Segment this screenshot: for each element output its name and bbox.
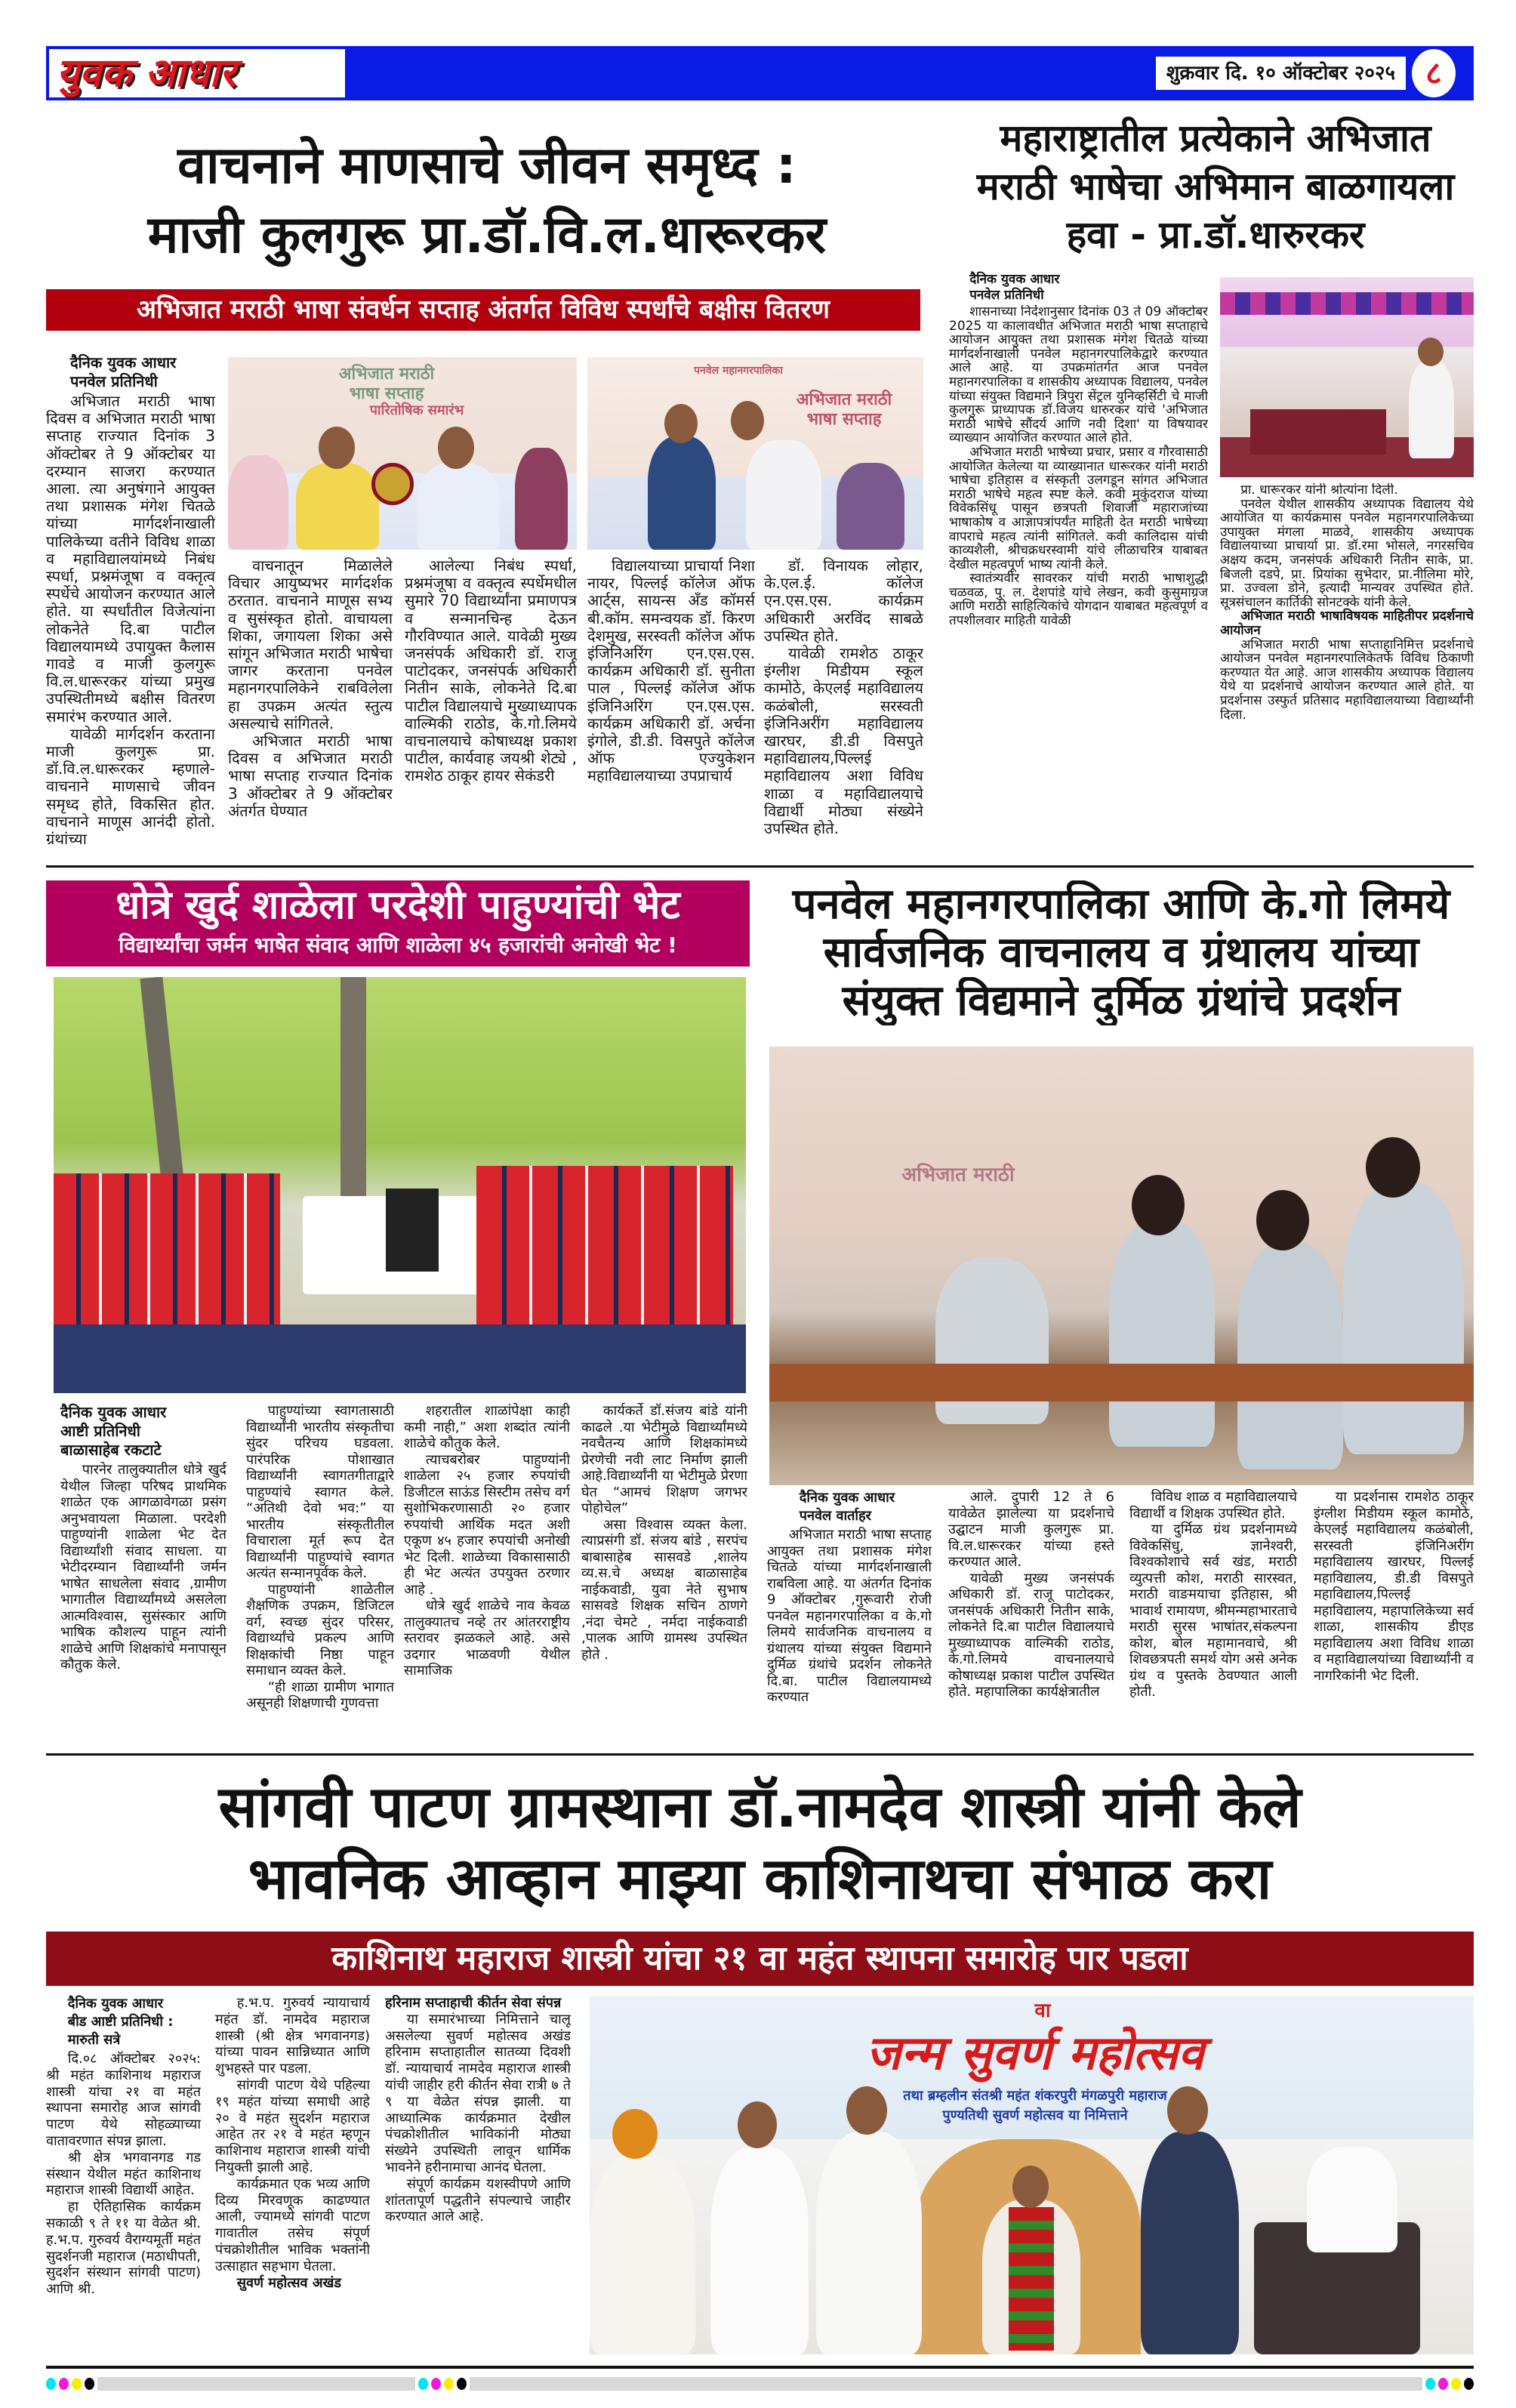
paragraph: या दुर्मिळ ग्रंथ प्रदर्शनामध्ये विवेकसिंधु, ज्ञानेश्वरी, विश्वकोशाचे सर्व खंड, मराठी व्युत्पत्ती कोश, मराठी सारस्वत, मराठी वाङमयाचा इतिहास, श्री भावार्थ रामायण, श्रीमन्महाभारताचे मराठी सुरस भाषांतर,संकल्पना कोश, बोल महामानवाचे, श्री शिवछत्रपती समर्थ योग असे अनेक ग्रंथ व पुस्तके ठेवण्यात आली होती. (1129, 1522, 1297, 1700)
byline-reporter: पनवेल प्रतिनिधी (969, 288, 1044, 303)
school-visit-photo (54, 977, 746, 1393)
byline-author: बाळासाहेब रकटाटे (60, 1441, 162, 1459)
byline-author: मारुती सत्रे (67, 2032, 121, 2048)
paragraph: शासनाच्या निर्देशानुसार दिनांक 03 ते 09 ऑक्टोबर 2025 या कालावधीत अभिजात मराठी भाषा सप्ताहाचे आयोजन आयुक्त तथा प्रशासक मंगेश चितळे यांच्या मार्गदर्शनाखाली पनवेल महानगरपालिकेद्वारे करण्यात आले आहे. या उपक्रमांतर्गत आज पनवेल महानगरपालिका व शासकीय अध्यापक विद्यालय, पनवेल यांच्या संयुक्त विद्यमाने त्रिपुरा सेंट्रल युनिव्हर्सिटी चे माजी कुलगुरू प्राध्यापक डॉ.विजय धारुरकर यांचे 'अभिजात मराठी भाषेचे सौंदर्य आणि नवी दिशा' या विषयावर व्याख्यान आयोजित करण्यात आले होते. (949, 305, 1208, 446)
article3-column-4 (581, 1403, 747, 1735)
photo-banner-text: भाषा सप्ताह (349, 384, 424, 403)
subheading: सुवर्ण महोत्सव अखंड (236, 2274, 341, 2291)
article1-banner: अभिजात मराठी भाषा संवर्धन सप्ताह अंतर्गत विविध स्पर्धांचे बक्षीस वितरण (46, 289, 920, 331)
paragraph: अभिजात मराठी भाषा सप्ताहानिमित्त प्रदर्शनाचे आयोजन पनवेल महानगरपालिकेतर्फे विविध ठिकाणी करण्यात येत आहे. आज शासकीय अध्यापक विद्यालय येथे या प्रदर्शनाचे आयोजन करण्यात आले होते. या प्रदर्शनास उस्फुर्त प्रतिसाद महाविद्यालयाच्या विद्यार्थ्यांनी दिला. (1220, 637, 1474, 723)
photo-banner-text: अभिजात मराठी (796, 390, 892, 409)
article4-column-1 (767, 1527, 932, 1735)
paragraph: या प्रदर्शनास रामशेठ ठाकूर इंग्लीश मिडीयम स्कूल कामोठे, केएलई महाविद्यालय कळंबोली, सरस्वती इंजिनिअरींग महाविद्यालय खारघर, पिल्लई महाविद्यालय, डी.डी विसपुते महाविद्यालय,पिल्लई महाविद्यालय, महापालिकेच्या सर्व शाळा, शासकीय डीएड महाविद्यालय अशा विविध शाळा व महाविद्यालयांच्या विद्यार्थ्यांनी व नागरिकांनी भेट दिली. (1314, 1489, 1474, 1684)
article5-column-2 (215, 1995, 370, 2357)
article1-column-5 (764, 557, 923, 859)
paragraph: पनवेल येथील शासकीय अध्यापक विद्यालय येथे आयोजित या कार्यक्रमास पनवेल महानगरपालिकेच्या उपायुक्त मंगला माळवे, शासकीय अध्यापक विद्यालयाच्या प्राचार्या प्रा. डॉ.रमा भोसले, नगरसचिव अक्षय कदम, जनसंपर्क अधिकारी नितीन साके, प्रा. बिजली दडपे, प्रा. प्रियांका सुभेदार, प्रा.नीलिमा मोरे, प्रा. उज्वला डोने, इत्यादी मान्यवर उपस्थित होते. सूत्रसंचालन कार्तिकी सोनटक्के यांनी केले. (1220, 496, 1474, 610)
article3-column-3 (404, 1403, 570, 1735)
paragraph: डॉ. विनायक लोहार, के.एल.ई. कॉलेज एन.एस.एस. कार्यक्रम अधिकारी अरविंद साबळे उपस्थित होते. (764, 557, 923, 645)
photo-banner-text: पारितोषिक समारंभ (369, 402, 464, 418)
byline-reporter: आष्टी प्रतिनिधी (60, 1422, 140, 1440)
article2-column-2 (1220, 483, 1474, 861)
article2-column-1 (949, 305, 1208, 860)
article4-column-2 (948, 1489, 1114, 1735)
paragraph: अभिजात मराठी भाषा सप्ताह आयुक्त तथा प्रशासक मंगेश चितळे यांच्या मार्गदर्शनाखाली राबविला आहे. या अंतर्गत दिनांक 9 ऑक्टोबर ,गुरूवारी रोजी पनवेल महानगरपालिका व के.गो लिमये सार्वजनिक वाचनालय व ग्रंथालय यांच्या संयुक्त विद्यमाने दुर्मिळ ग्रंथांचे प्रदर्शन लोकनेते दि.बा. पाटील विद्यालयामध्ये करण्यात (767, 1527, 932, 1705)
byline-paper: दैनिक युवक आधार (67, 1996, 164, 2012)
photo-banner-text: अभिजात मराठी (338, 365, 435, 384)
byline-reporter: पनवेल प्रतिनिधी (70, 372, 158, 390)
article2-headline-line2: मराठी भाषेचा अभिमान बाळगायला (976, 165, 1455, 208)
mahant-ceremony-photo (590, 1996, 1474, 2354)
prize-distribution-photo (587, 357, 923, 550)
paragraph: शहरातील शाळांपेक्षा काही कमी नाही,” अशा शब्दांत त्यांनी शाळेचे कौतुक केले. (404, 1403, 570, 1451)
byline-reporter: बीड आष्टी प्रतिनिधी : (67, 2014, 174, 2030)
paragraph: कार्यक्रमात एक भव्य आणि दिव्य मिरवणूक काढण्यात आली, ज्यामध्ये सांगवी पाटण गावातील तसेच संपूर्ण पंचक्रोशीतील भाविक भक्तांनी उत्साहात सहभाग घेतला. (215, 2175, 370, 2274)
photo-banner-text: पुण्यतिथी सुवर्ण महोत्सव या निमित्ताने (942, 2107, 1128, 2123)
byline-reporter: पनवेल वार्ताहर (799, 1508, 872, 1524)
article5-banner: काशिनाथ महाराज शास्त्री यांचा २१ वा महंत स्थापना समारोह पार पडला (46, 1932, 1474, 1986)
article1-headline-line1: वाचनाने माणसाचे जीवन समृध्द : (177, 136, 797, 196)
paragraph: पाहुण्यांच्या स्वागतासाठी विद्यार्थ्यांनी भारतीय संस्कृतीचा सुंदर परिचय घडवला. पारंपरिक पोशाखात विद्यार्थ्यांनी स्वागतगीताद्वारे पाहुण्यांचे स्वागत केले. “अतिथी देवो भव:” या भारतीय संस्कृतीतील विचाराला मूर्त रूप देत विद्यार्थ्यांनी पाहुण्यांचे स्वागत अत्यंत सन्मानपूर्वक केले. (246, 1403, 394, 1581)
article3-headline: धोत्रे खुर्द शाळेला परदेशी पाहुण्यांची भेट (116, 883, 680, 928)
subheading: अभिजात मराठी भाषाविषयक माहितीपर प्रदर्शनाचे आयोजन (1220, 609, 1474, 638)
registration-marks (46, 2377, 1474, 2391)
lecture-photo (1220, 277, 1474, 477)
page-bottom-rule (46, 2366, 1474, 2369)
article5-column-1 (46, 2051, 201, 2357)
article1-column-2 (228, 557, 393, 859)
article2-headline-line1: महाराष्ट्रातील प्रत्येकाने अभिजात (1000, 116, 1431, 160)
article1-column-3 (405, 557, 577, 859)
byline-paper: दैनिक युवक आधार (799, 1490, 895, 1506)
paragraph: पाहुण्यांनी शाळेतील शैक्षणिक उपक्रम, डिजिटल वर्ग, स्वच्छ सुंदर परिसर, विद्यार्थ्यांचे प्रकल्प आणि शिक्षकांची निष्ठा पाहून समाधान व्यक्त केले. (246, 1581, 394, 1679)
paragraph: या समारंभाच्या निमित्ताने चालू असलेल्या सुवर्ण महोत्सव अखंड हरिनाम सप्ताहातील सातव्या दिवशी डॉ. न्यायाचार्य नामदेव महाराज शास्त्री यांची जाहीर हरी कीर्तन सेवा रात्री ७ ते ९ या वेळेत संपन्न झाली. या आध्यात्मिक कार्यक्रमात देखील पंचक्रोशीतील भाविकांनी मोठ्या संख्येने उपस्थिती लावून धार्मिक भावनेने हरीनामाचा आनंद घेतला. (385, 2011, 571, 2175)
article1-column-1 (46, 393, 215, 861)
article5-column-3 (385, 1995, 571, 2357)
issue-date: शुक्रवार दि. १० ऑक्टोबर २०२५ (1156, 57, 1406, 90)
article3-column-2 (246, 1403, 394, 1735)
article3-subheadline: विद्यार्थ्यांचा जर्मन भाषेत संवाद आणि शाळेला ४५ हजारांची अनोखी भेट ! (119, 933, 677, 957)
section-divider (46, 865, 1474, 868)
rare-books-exhibition-photo (769, 1047, 1474, 1485)
paragraph: अभिजात मराठी भाषा दिवस व अभिजात मराठी भाषा सप्ताह राज्यात दिनांक 3 ऑक्टोबर ते 9 ऑक्टोबर या दरम्यान साजरा करण्यात आला. त्या अनुषंगाने आयुक्त तथा प्रशासक मंगेश चितळे यांच्या मार्गदर्शनाखाली पालिकेच्या वतीने विविध शाळा व महाविद्यालयांमध्ये निबंध स्पर्धा, प्रश्नमंजूषा व वक्तृत्व स्पर्धेचे आयोजन करण्यात आले होते. या स्पर्धांतील विजेत्यांना लोकनेते दि.बा पाटील विद्यालयामध्ये उपायुक्त कैलास गावडे व माजी कुलगुरू वि.ल.धारूरकर यांच्या प्रमुख उपस्थितीमध्ये बक्षीस वितरण समारंभ करण्यात आले. (46, 393, 215, 726)
photo-banner-text: तथा ब्रम्हलीन संतश्री महंत शंकरपुरी मंगळपुरी महाराज (903, 2088, 1167, 2104)
byline-paper: दैनिक युवक आधार (60, 1403, 167, 1421)
paragraph: वाचनातून मिळालेले विचार आयुष्यभर मार्गदर्शक ठरतात. वाचनाने माणूस सभ्य व सुसंस्कृत होतो. वाचायला शिका, जगायला शिका असे सांगून अभिजात मराठी भाषेचा जागर करताना पनवेल महानगरपालिकेने राबविलेला हा उपक्रम अत्यंत स्तुत्य असल्याचे सांगितले. (228, 557, 393, 732)
paragraph: विद्यालयाच्या प्राचार्या निशा नायर, पिल्लई कॉलेज ऑफ आर्ट्स, सायन्स अँड कॉमर्स बी.कॉम. समन्वयक डॉ. किरण देशमुख, सरस्वती कॉलेज ऑफ इंजिनिअरिंग एन.एस.एस. कार्यक्रम अधिकारी डॉ. सुनीता पाल , पिल्लई कॉलेज ऑफ इंजिनिअरिंग एन.एस.एस. कार्यक्रम अधिकारी डॉ. अर्चना इंगोले, डी.डी. विसपुते कॉलेज ऑफ एज्युकेशन महाविद्यालयाच्या उपप्राचार्य (587, 557, 755, 785)
article3-banner (46, 880, 750, 967)
article4-column-3 (1129, 1489, 1297, 1735)
award-ceremony-photo (228, 357, 577, 550)
article1-column-4 (587, 557, 755, 859)
paragraph: कार्यकर्ते डॉ.संजय बांडे यांनी काढले .या भेटीमुळे विद्यार्थ्यांमध्ये नवचैतन्य आणि शिक्षकांमध्ये प्रेरणेची नवी लाट निर्माण झाली आहे.विद्यार्थ्यांनी या भेटीमुळे प्रेरणा घेत “आमचं शिक्षण जगभर पोहोचेल” (581, 1403, 747, 1516)
article5-headline-line1: सांगवी पाटण ग्रामस्थाना डॉ.नामदेव शास्त्री यांनी केले (218, 1773, 1302, 1840)
page-number: ८ (1412, 49, 1456, 97)
article4-headline-line2: सार्वजनिक वाचनालय व ग्रंथालय यांच्या (823, 929, 1419, 977)
article5-headline-line2: भावनिक आव्हान माझ्या काशिनाथचा संभाळ करा (248, 1845, 1272, 1912)
photo-banner-text: वा (1034, 1999, 1051, 2022)
paragraph: विविध शाळ व महाविद्यालयाचे विद्यार्थी व शिक्षक उपस्थित होते. (1129, 1489, 1297, 1522)
paragraph: त्याचबरोबर पाहुण्यांनी शाळेला २५ हजार रुपयांची डिजीटल साऊंड सिस्टीम तसेच वर्ग सुशोभिकरणासाठी २० हजार रुपयांची आर्थिक मदत अशी एकूण ४५ हजार रुपयांची अनोखी भेट दिली. शाळेच्या विकासासाठी ही भेट अत्यंत उपयुक्त ठरणार आहे . (404, 1451, 570, 1598)
paragraph: यावेळी मार्गदर्शन करताना माजी कुलगुरू प्रा. डॉ.वि.ल.धारूरकर म्हणाले- वाचनाने माणसाचे जीवन समृध्द होते, विकसित होत. वाचनाने माणूस आनंदी होतो. ग्रंथांच्या (46, 724, 215, 849)
paragraph: यावेळी रामशेठ ठाकूर इंग्लीश मिडीयम स्कूल कामोठे, केएलई महाविद्यालय कळंबोली, सरस्वती इंजिनिअरींग महाविद्यालय खारघर, डी.डी विसपुते महाविद्यालय,पिल्लई महाविद्यालय अशा विविध शाळा व महाविद्यालयाचे विद्यार्थी मोठ्या संख्येने उपस्थित होते. (764, 644, 923, 838)
article3-byline (60, 1403, 226, 1460)
section-divider (46, 1753, 1474, 1756)
photo-banner-text: भाषा सप्ताह (806, 410, 882, 429)
byline-paper: दैनिक युवक आधार (969, 272, 1060, 287)
article4-headline-line1: पनवेल महानगरपालिका आणि के.गो लिमये (792, 880, 1450, 929)
article3-column-1 (60, 1462, 226, 1734)
paragraph: प्रा. धारूरकर यांनी श्रोत्यांना दिली. (1240, 483, 1398, 498)
paragraph: आलेल्या निबंध स्पर्धा, प्रश्नमंजूषा व वक्तृत्व स्पर्धेमधील सुमारे 70 विद्यार्थ्यांना प्रमाणपत्र व सन्मानचिन्ह देऊन गौरविण्यात आले. यावेळी मुख्य जनसंपर्क अधिकारी डॉ. राजू पाटोदकर, जनसंपर्क अधिकारी नितीन साके, लोकनेते दि.बा पाटील विद्यालयाचे मुख्याध्यापक वाल्मिकी राठोड, के.गो.लिमये वाचनालयाचे कोषाध्यक्ष प्रकाश पाटील, कार्यवाह जयश्री शेट्ये , रामशेठ ठाकूर हायर सेकंडरी (405, 557, 577, 785)
paragraph: धोत्रे खुर्द शाळेचे नाव केवळ तालुक्यातच नव्हे तर आंतरराष्ट्रीय स्तरावर झळकले आहे. असे उदगार भाळवणी येथील सामाजिक (404, 1598, 570, 1679)
masthead (46, 46, 1474, 100)
subheading: हरिनाम सप्ताहाची कीर्तन सेवा संपन्न (385, 1995, 562, 2011)
paragraph: यावेळी मुख्य जनसंपर्क अधिकारी डॉ. राजू पाटोदकर, जनसंपर्क अधिकारी नितीन साके, लोकनेते दि.बा पाटील विद्यालयाचे मुख्याध्यापक वाल्मिकी राठोड, के.गो.लिमये वाचनालयाचे कोषाध्यक्ष प्रकाश पाटील उपस्थित होते. महापालिका कार्यक्षेत्रातील (948, 1570, 1114, 1700)
paragraph: संपूर्ण कार्यक्रम यशस्वीपणे आणि शांततापूर्ण पद्धतीने संपल्याचे जाहीर करण्यात आले आहे. (385, 2175, 571, 2225)
paragraph: पारनेर तालुक्यातील धोत्रे खुर्द येथील जिल्हा परिषद प्राथमिक शाळेत एक आगळावेगळा प्रसंग अनुभवायला मिळाला. परदेशी पाहुण्यांनी शाळेला भेट देत विद्यार्थ्यांशी संवाद साधला. या भेटीदरम्यान विद्यार्थ्यांनी जर्मन भाषेत साधलेला संवाद ,ग्रामीण भागातील विद्यार्थ्यांमध्ये असलेला आत्मविश्वास, सुसंस्कार आणि भाषिक कौशल्य पाहून त्यांनी शाळेचे आणि शिक्षकांचे मनापासून कौतुक केले. (60, 1462, 226, 1673)
article2-headline-line3: हवा - प्रा.डॉ.धारुरकर (1066, 213, 1365, 257)
article1-headline-line2: माजी कुलगुरू प्रा.डॉ.वि.ल.धारूरकर (147, 205, 827, 265)
paragraph: “ही शाळा ग्रामीण भागात असूनही शिक्षणाची गुणवत्ता (246, 1679, 394, 1711)
article2-byline (949, 272, 1206, 304)
photo-banner-text: पनवेल महानगरपालिका (694, 365, 783, 377)
article5-byline (46, 1995, 205, 2049)
paragraph: श्री क्षेत्र भगवानगड गड संस्थान येथील महंत काशिनाथ महाराज शास्त्री विद्यार्थी आहेत. (46, 2149, 201, 2199)
paragraph: अभिजात मराठी भाषेच्या प्रचार, प्रसार व गौरवासाठी आयोजित केलेल्या या व्याख्यानात धारूरकर यांनी मराठी भाषेचा इतिहास व संस्कृती उलगडून सांगत अभिजात मराठी भाषेचे महत्व स्पष्ट केले. कवी मुकुंदराज यांच्या विवेकसिंधू पासून छत्रपती शिवाजी महाराजांच्या भाषाकोष व आज्ञापत्रांपर्यंत माहिती देत मराठी भाषेच्या वापराचे महत्व त्यांनी सांगितले. कवी कालिदास यांची काव्यशैली, श्रीचक्रधरस्वामी यांचे लीळाचरित्र याबाबत देखील महत्वपूर्ण भाष्य त्यांनी केले. (949, 444, 1208, 572)
newspaper-logo: युवक आधार (49, 49, 345, 97)
paragraph: हा ऐतिहासिक कार्यक्रम सकाळी ९ ते ११ या वेळेत श्री. ह.भ.प. गुरुवर्य वैराग्यमूर्ती महंत सुदर्शनजी महाराज (मठाधीपती, सुदर्शन संस्थान सांगवी पाटण) आणि श्री. (46, 2199, 201, 2298)
photo-banner-text: अभिजात मराठी (901, 1164, 1015, 1186)
paragraph: असा विश्वास व्यक्त केला. त्याप्रसंगी डॉ. संजय बांडे , सरपंच बाबासाहेब सासवडे ,शालेय व्य.स.चे अध्यक्ष बाळासाहेब नाईकवाडी, युवा नेते सुभाष सासवडे शिक्षक सचिन ठाणगे ,नंदा चेमटे , नर्मदा नाईकवाडी ,पालक आणि ग्रामस्थ उपस्थित होते . (581, 1516, 747, 1663)
article4-headline-line3: संयुक्त विद्यमाने दुर्मिळ ग्रंथांचे प्रदर्शन (842, 977, 1400, 1025)
paragraph: दि.०८ ऑक्टोबर २०२५: श्री महंत काशिनाथ महाराज शास्त्री यांचा २१ वा महंत स्थापना समारोह आज सांगवी पाटण येथे सोहळ्याच्या वातावरणात संपन्न झाला. (46, 2051, 201, 2149)
paragraph: अभिजात मराठी भाषा दिवस व अभिजात मराठी भाषा सप्ताह राज्यात दिनांक 3 ऑक्टोबर ते 9 ऑक्टोबर अंतर्गत घेण्यात (228, 732, 393, 820)
paragraph: स्वातंत्र्यवीर सावरकर यांची मराठी भाषाशुद्धी चळवळ, पु. ल. देशपांडे यांचे लेखन, कवी कुसुमाग्रज आणि मराठी साहित्यिकांचे योगदान याबाबत महत्वपूर्ण व तपशीलवार माहिती यावेळी (949, 571, 1208, 629)
paragraph: आले. दुपारी 12 ते 6 यावेळेत झालेल्या या प्रदर्शनाचे उद्घाटन माजी कुलगुरू प्रा. वि.ल.धारूरकर यांच्या हस्ते करण्यात आले. (948, 1489, 1114, 1570)
article4-column-4 (1314, 1489, 1474, 1735)
byline-paper: दैनिक युवक आधार (70, 353, 177, 372)
paragraph: सांगवी पाटण येथे पहिल्या १९ महंत यांच्या समाधी आहे २० वे महंत सुदर्शन महाराज आहेत तर २१ वे महंत म्हणून काशिनाथ महाराज शास्त्री यांची नियुक्ती झाली आहे. (215, 2077, 370, 2175)
paragraph: ह.भ.प. गुरुवर्य न्यायाचार्य महंत डॉ. नामदेव महाराज शास्त्री (श्री क्षेत्र भगवानगड) यांच्या पावन सान्निध्यात आणि शुभहस्ते पार पडला. (215, 1995, 370, 2077)
photo-banner-text: जन्म सुवर्ण महोत्सव (866, 2025, 1204, 2080)
article4-byline (778, 1489, 940, 1525)
article1-byline (46, 353, 215, 391)
